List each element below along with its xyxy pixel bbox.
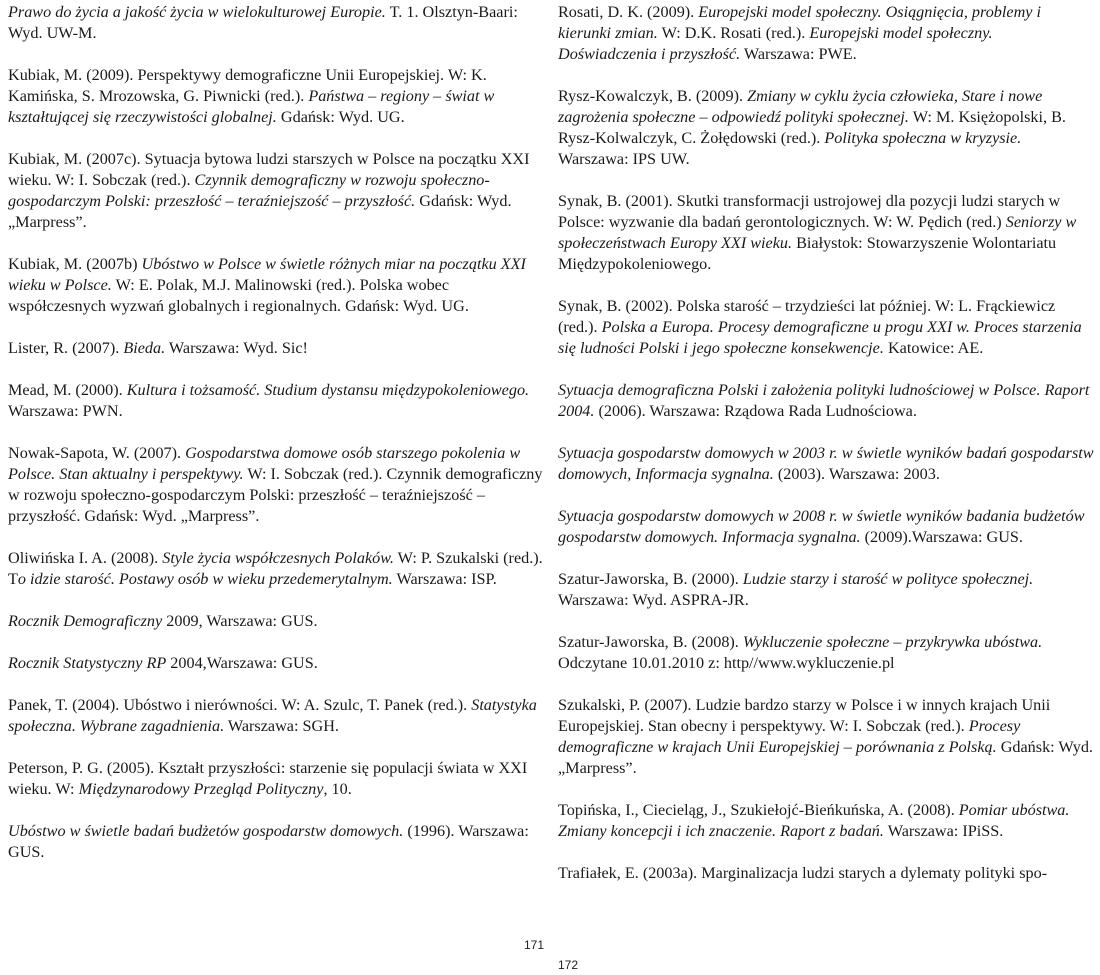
entry-title-italic: Sytuacja gospodarstw domowych w 2008 r. w świetle wyników badania budżetów gospodarstw domowych. Informacja sygnalna. (558, 507, 1085, 546)
entry-title-italic: Kultura i tożsamość. Studium dystansu międzypokoleniowego. (126, 381, 530, 399)
entry-title-italic: Sytuacja demograficzna Polski i założenia polityki ludnościowej w Polsce. Raport 2004. (558, 381, 1090, 420)
bibliography-entry (8, 758, 548, 800)
entry-text: W: I. Sobczak (red.). Czynnik demograficzny w rozwoju społeczno-gospodarczym Polski: przeszłość – teraźniejszość – przyszłość. Gdańsk: Wyd. „Marpress”. (8, 465, 543, 525)
bibliography-entry (8, 695, 548, 737)
left-page-bibliography (8, 2, 548, 884)
entry-text: Białystok: Stowarzyszenie Wolontariatu Międzypokoleniowego. (558, 234, 1057, 273)
entry-text: Warszawa: IPS UW. (558, 150, 690, 168)
entry-title-italic: Czynnik demograficzny w rozwoju społeczno-gospodarczym Polski: przeszłość – teraźniejszość – przyszłość. (8, 171, 490, 210)
entry-text: Kubiak, M. (2007c). Sytuacja bytowa ludzi starszych w Polsce na początku XXI wieku. W: I. Sobczak (red.). (8, 150, 530, 189)
bibliography-entry (8, 443, 548, 527)
entry-title-italic: Procesy demograficzne w krajach Unii Europejskiej – porównania z Polską. (558, 717, 1021, 756)
entry-text: Szatur-Jaworska, B. (2000). (558, 570, 743, 588)
entry-title-italic: Ludzie starzy i starość w polityce społecznej. (742, 570, 1034, 588)
bibliography-entry (558, 632, 1095, 674)
entry-text: (2009).Warszawa: GUS. (860, 528, 1023, 546)
bibliography-entry (558, 86, 1095, 170)
bibliography-entry (558, 506, 1095, 548)
bibliography-entry (558, 443, 1095, 485)
entry-title-italic: Polska a Europa. Procesy demograficzne u progu XXI w. Proces starzenia się ludności Polski i jego społeczne konsekwencje. (558, 318, 1082, 357)
entry-title-italic: Zmiany w cyklu życia człowieka, Stare i nowe zagrożenia społeczne – odpowiedź polityki społecznej. (558, 87, 1043, 126)
entry-text: Rosati, D. K. (2009). (558, 3, 699, 21)
entry-title-italic: Pomiar ubóstwa. Zmiany koncepcji i ich znaczenie. Raport z badań. (558, 801, 1070, 840)
entry-text: Panek, T. (2004). Ubóstwo i nierówności. W: A. Szulc, T. Panek (red.). (8, 696, 472, 714)
bibliography-entry (8, 65, 548, 128)
entry-text: 2004,Warszawa: GUS. (166, 654, 318, 672)
entry-title-italic: Europejski model społeczny. Doświadczenia i przyszłość. (558, 24, 993, 63)
bibliography-entry (558, 2, 1095, 65)
entry-text: (2003). Warszawa: 2003. (773, 465, 940, 483)
entry-text: Synak, B. (2002). Polska starość – trzydzieści lat później. W: L. Frąckiewicz (red.). (558, 297, 1056, 336)
entry-text: Trafiałek, E. (2003a). Marginalizacja ludzi starych a dylematy polityki spo- (558, 864, 1048, 882)
entry-title-italic: Rocznik Demograficzny (8, 612, 163, 630)
bibliography-entry (558, 569, 1095, 611)
bibliography-entry (558, 296, 1095, 359)
entry-text: , 10. (323, 780, 352, 798)
entry-title-italic: Wykluczenie społeczne – przykrywka ubóstwa. (742, 633, 1043, 651)
entry-title-italic: Sytuacja gospodarstw domowych w 2003 r. w świetle wyników badań gospodarstw domowych, Informacja sygnalna. (558, 444, 1094, 483)
entry-text: Szukalski, P. (2007). Ludzie bardzo starzy w Polsce i w innych krajach Unii Europejskiej. Stan obecny i perspektywy. W: I. Sobczak (red.). (558, 696, 1051, 735)
entry-text: Warszawa: SGH. (224, 717, 339, 735)
bibliography-entry (8, 338, 548, 359)
entry-text: (2006). Warszawa: Rządowa Rada Ludnościowa. (594, 402, 917, 420)
entry-text: Mead, M. (2000). (8, 381, 127, 399)
entry-text: Szatur-Jaworska, B. (2008). (558, 633, 743, 651)
entry-text: Warszawa: Wyd. ASPRA-JR. (558, 591, 749, 609)
entry-text: Topińska, I., Ciecieląg, J., Szukiełojć-Bieńkuńska, A. (2008). (558, 801, 959, 819)
bibliography-entry (558, 695, 1095, 779)
bibliography-entry (8, 653, 548, 674)
entry-title-italic: Style życia współczesnych Polaków. (162, 549, 394, 567)
entry-text: Kubiak, M. (2007b) (8, 255, 142, 273)
entry-title-italic: Seniorzy w społeczeństwach Europy XXI wieku. (558, 213, 1077, 252)
page-number-right: 172 (558, 958, 579, 972)
entry-title-italic: Statystyka społeczna. Wybrane zagadnienia. (8, 696, 537, 735)
entry-title-italic: Ubóstwo w Polsce w świetle różnych miar na początku XXI wieku w Polsce. (8, 255, 526, 294)
bibliography-entry (8, 149, 548, 233)
entry-text: Lister, R. (2007). (8, 339, 124, 357)
entry-text: 2009, Warszawa: GUS. (162, 612, 318, 630)
entry-text: Warszawa: IPiSS. (883, 822, 1004, 840)
entry-text: Gdańsk: Wyd. „Marpress”. (558, 738, 1093, 777)
entry-title-italic: Prawo do życia a jakość życia w wielokulturowej Europie. (8, 3, 386, 21)
entry-text: Kubiak, M. (2009). Perspektywy demograficzne Unii Europejskiej. W: K. Kamińska, S. Mrozowska, G. Piwnicki (red.). (8, 66, 487, 105)
bibliography-entry (8, 2, 548, 44)
entry-text: Oliwińska I. A. (2008). (8, 549, 163, 567)
entry-text: T. 1. Olsztyn-Baari: Wyd. UW-M. (8, 3, 518, 42)
entry-text: W: D.K. Rosati (red.). (657, 24, 810, 42)
entry-text: Rysz-Kowalczyk, B. (2009). (558, 87, 748, 105)
entry-title-italic: Polityka społeczna w kryzysie. (824, 129, 1022, 147)
right-page-bibliography (558, 2, 1095, 905)
entry-text: W: M. Księżopolski, B. Rysz-Kolwalczyk, C. Żołędowski (red.). (558, 108, 1066, 147)
bibliography-entry (8, 254, 548, 317)
entry-text: Synak, B. (2001). Skutki transformacji ustrojowej dla pozycji ludzi starych w Polsce: wyzwanie dla badań gerontologicznych. W: W. Pędich (red.) (558, 192, 1061, 231)
bibliography-entry (8, 611, 548, 632)
entry-text: (1996). Warszawa: GUS. (8, 822, 529, 861)
bibliography-entry (558, 191, 1095, 275)
entry-title-italic: Europejski model społeczny. Osiągnięcia, problemy i kierunki zmian. (558, 3, 1041, 42)
entry-text: Katowice: AE. (883, 339, 984, 357)
entry-title-italic: Bieda. (123, 339, 166, 357)
entry-title-italic: Rocznik Statystyczny RP (8, 654, 167, 672)
entry-text: Warszawa: PWN. (8, 402, 123, 420)
entry-title-italic: Gospodarstwa domowe osób starszego pokolenia w Polsce. Stan aktualny i perspektywy. (8, 444, 521, 483)
entry-title-italic: Ubóstwo w świetle badań budżetów gospodarstw domowych. (8, 822, 404, 840)
bibliography-entry (558, 800, 1095, 842)
entry-title-italic: o idzie starość. Postawy osób w wieku przedemerytalnym. (17, 570, 393, 588)
bibliography-entry (8, 821, 548, 863)
entry-text: W: E. Polak, M.J. Malinowski (red.). Polska wobec współczesnych wyzwań globalnych i regionalnych. Gdańsk: Wyd. UG. (8, 276, 469, 315)
bibliography-entry (558, 863, 1095, 884)
entry-text: W: P. Szukalski (red.). T (8, 549, 543, 588)
bibliography-entry (558, 380, 1095, 422)
bibliography-entry (8, 380, 548, 422)
entry-text: Gdańsk: Wyd. UG. (276, 108, 405, 126)
entry-title-italic: Międzynarodowy Przegląd Polityczny (78, 780, 324, 798)
entry-text: Warszawa: Wyd. Sic! (165, 339, 308, 357)
entry-text: Nowak-Sapota, W. (2007). (8, 444, 186, 462)
entry-text: Warszawa: PWE. (740, 45, 857, 63)
entry-text: Peterson, P. G. (2005). Kształt przyszłości: starzenie się populacji świata w XXI wieku. W: (8, 759, 528, 798)
entry-text: Warszawa: ISP. (392, 570, 497, 588)
page-number-left: 171 (524, 938, 545, 952)
entry-text: Gdańsk: Wyd. „Marpress”. (8, 192, 512, 231)
entry-title-italic: Państwa – regiony – świat w kształtującej się rzeczywistości globalnej. (8, 87, 495, 126)
entry-text: Odczytane 10.01.2010 z: http//www.wykluczenie.pl (558, 654, 895, 672)
bibliography-entry (8, 548, 548, 590)
